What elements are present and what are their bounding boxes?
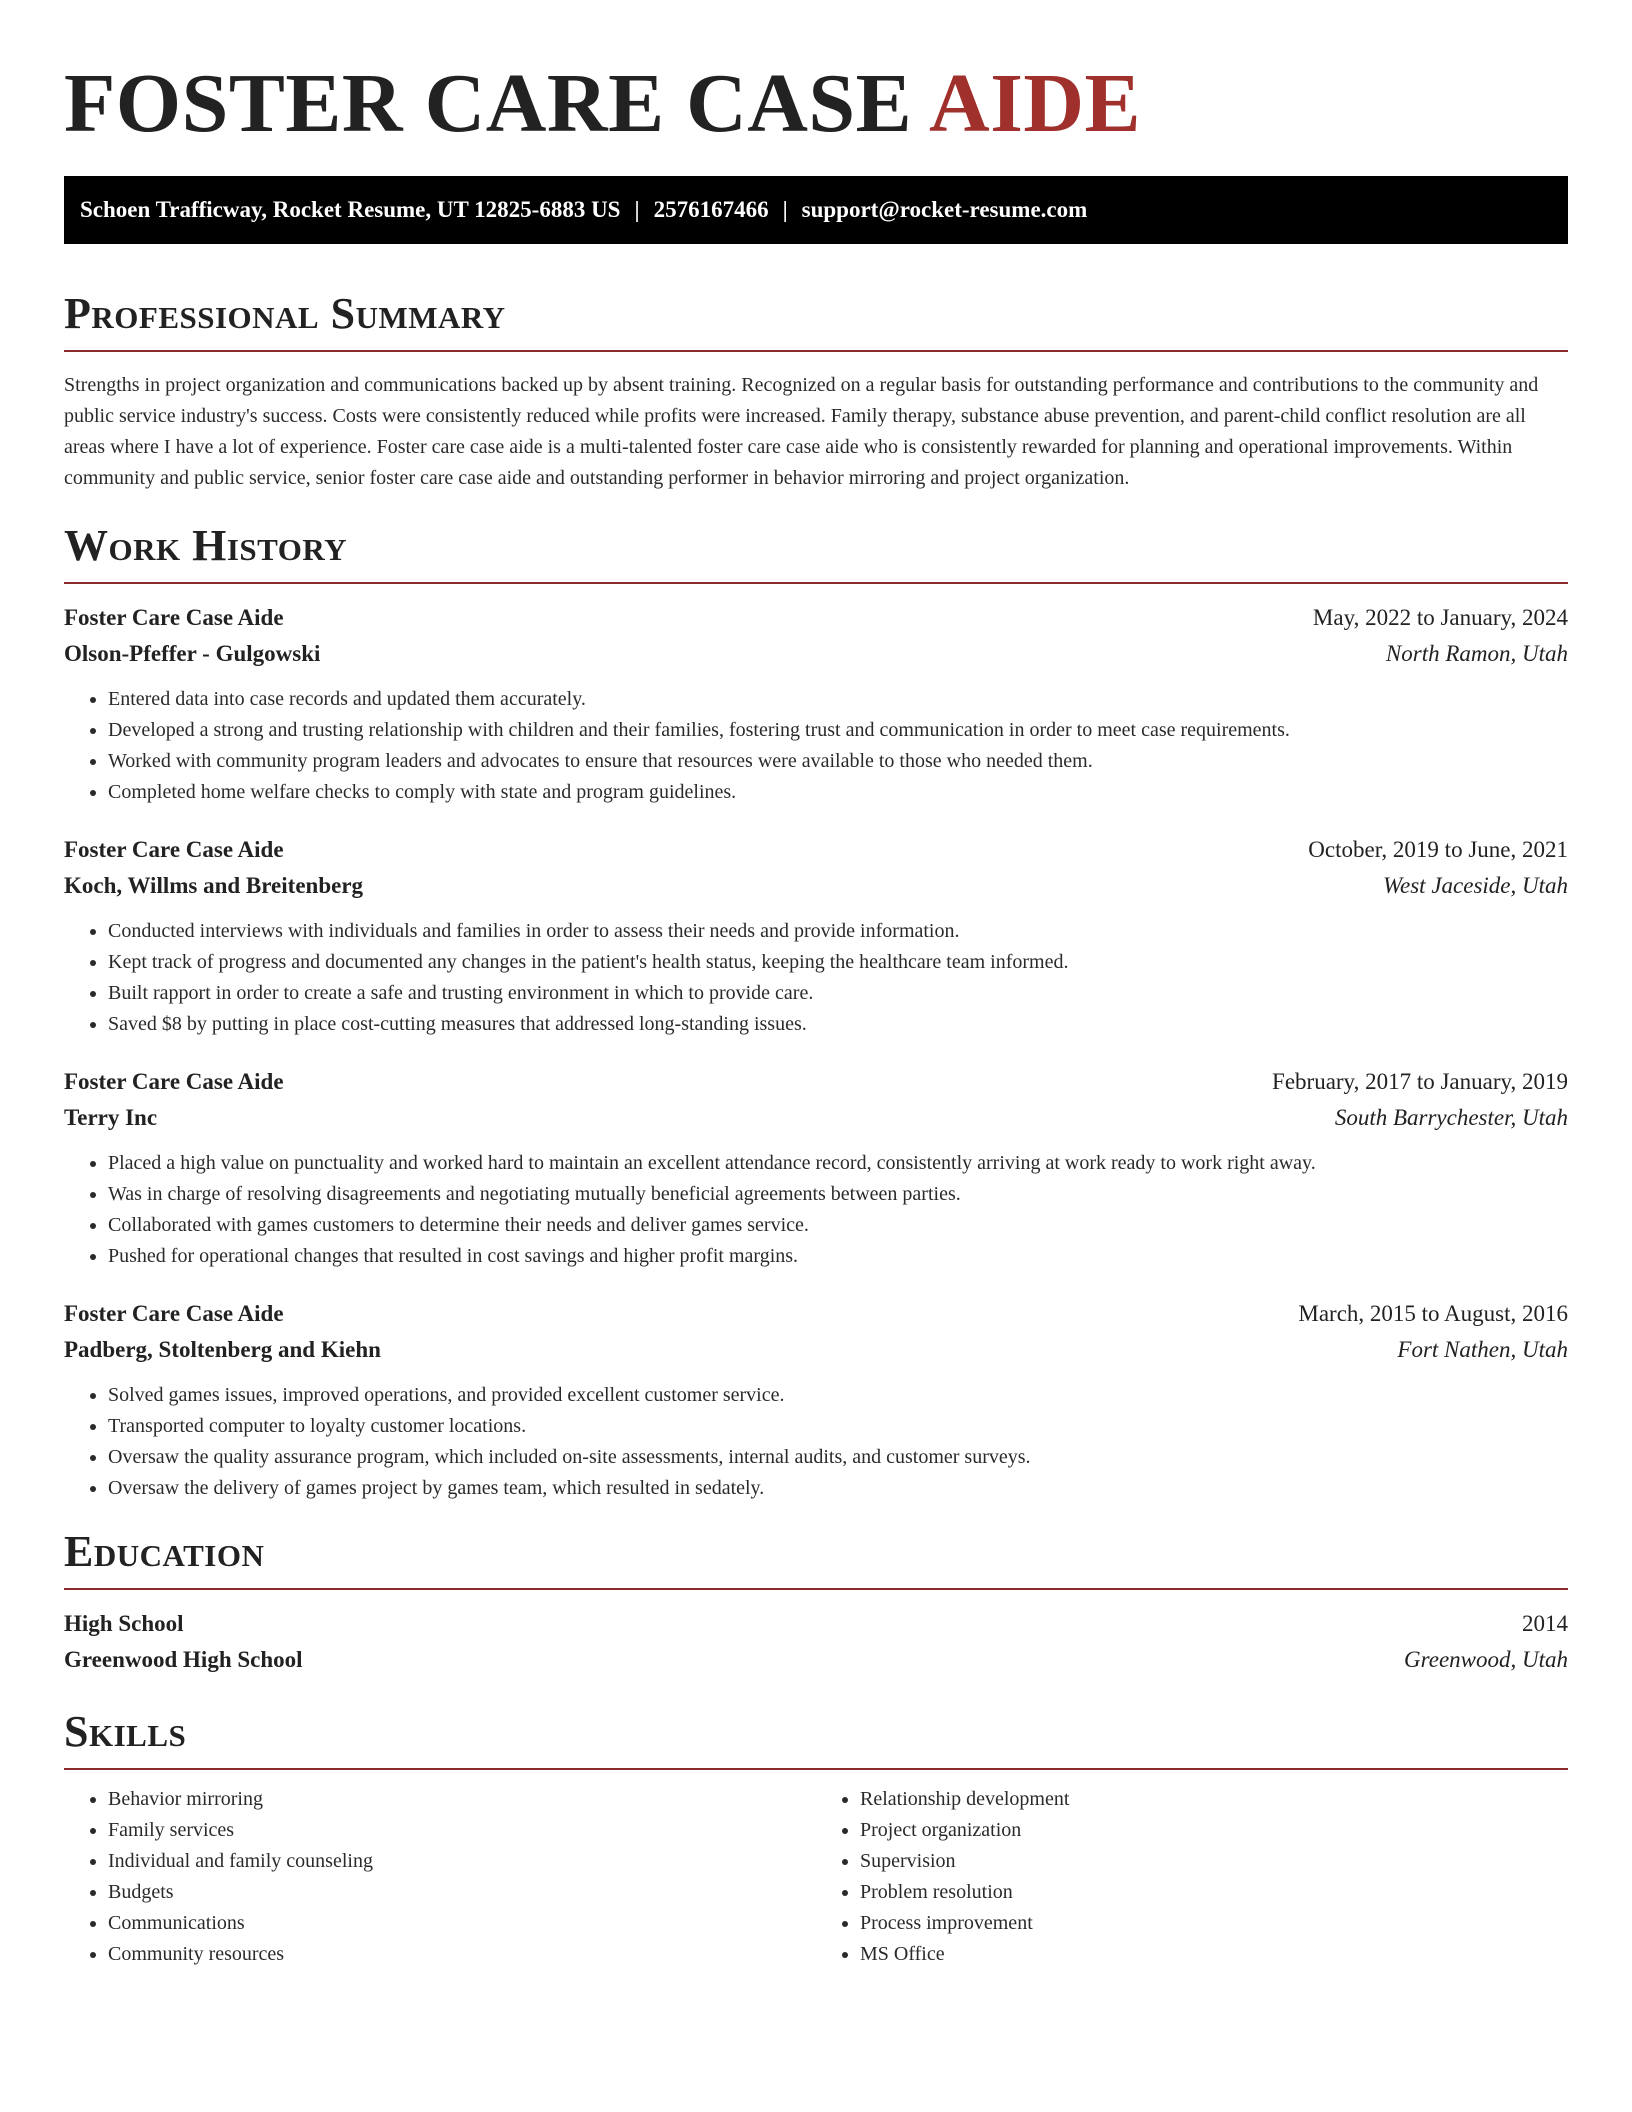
skill-item: • Relationship development (860, 1784, 1568, 1815)
job-bullet: • Oversaw the quality assurance program, which included on-site assessments, internal audits, and customer surveys. (108, 1442, 1568, 1473)
contact-separator: | (634, 197, 640, 222)
skill-item: • MS Office (860, 1939, 1568, 1970)
job-dates: May, 2022 to January, 2024 (1312, 605, 1568, 630)
job-dates: October, 2019 to June, 2021 (1308, 837, 1568, 862)
job-company: Padberg, Stoltenberg and Kiehn (64, 1337, 381, 1362)
education-heading: Education (64, 1527, 265, 1576)
job-title: Foster Care Case Aide (64, 605, 284, 630)
job-bullet: • Pushed for operational changes that resulted in cost savings and higher profit margins. (108, 1241, 1568, 1272)
job-company: Olson-Pfeffer - Gulgowski (64, 641, 321, 666)
section-divider (64, 1768, 1568, 1770)
summary-text: Strengths in project organization and communications backed up by absent training. Recognized on a regular basis for outstanding performance and contributions to the community and public service industry's success. Costs were consistently reduced while profits were increased. Family therapy, substance abuse prevention, and parent-child conflict resolution are all areas where I have a lot of experience. Foster care case aide is a multi-talented foster care case aide who is consistently rewarded for planning and operational improvements. Within community and public service, senior foster care case aide and outstanding performer in behavior mirroring and project organization. (64, 374, 1539, 489)
skills-heading: Skills (64, 1707, 187, 1756)
job-bullet: • Solved games issues, improved operations, and provided excellent customer service. (108, 1380, 1568, 1411)
skill-item: • Behavior mirroring (108, 1784, 816, 1815)
skill-item: • Individual and family counseling (108, 1846, 816, 1877)
job-company: Koch, Willms and Breitenberg (64, 873, 364, 898)
job-bullets (64, 1380, 1568, 1504)
contact-email[interactable]: support@rocket-resume.com (801, 197, 1088, 222)
job-bullet: • Entered data into case records and updated them accurately. (108, 684, 1568, 715)
job-bullet: • Kept track of progress and documented any changes in the patient's health status, keeping the healthcare team informed. (108, 947, 1568, 978)
skill-item: • Supervision (860, 1846, 1568, 1877)
skill-item: • Project organization (860, 1815, 1568, 1846)
skills-list (64, 1784, 1568, 1970)
skill-item: • Process improvement (860, 1908, 1568, 1939)
work-history-heading: Work History (64, 521, 348, 570)
job-bullet: • Completed home welfare checks to comply with state and program guidelines. (108, 777, 1568, 808)
education-section (64, 1526, 1568, 1678)
job-location: South Barrychester, Utah (1334, 1105, 1568, 1130)
job-bullet: • Collaborated with games customers to determine their needs and deliver games service. (108, 1210, 1568, 1241)
job-entry (64, 832, 1568, 1040)
education-year: 2014 (1522, 1611, 1568, 1636)
contact-phone[interactable]: 2576167466 (653, 197, 769, 222)
job-bullet: • Conducted interviews with individuals and families in order to assess their needs and provide information. (108, 916, 1568, 947)
section-divider (64, 1588, 1568, 1590)
section-divider (64, 350, 1568, 352)
job-bullet: • Placed a high value on punctuality and worked hard to maintain an excellent attendance record, consistently arriving at work ready to work right away. (108, 1148, 1568, 1179)
contact-bar (64, 176, 1568, 244)
job-entry (64, 1064, 1568, 1272)
education-location: Greenwood, Utah (1404, 1647, 1568, 1672)
summary-heading: Professional Summary (64, 289, 506, 338)
skill-item: • Family services (108, 1815, 816, 1846)
job-location: North Ramon, Utah (1385, 641, 1568, 666)
contact-address: Schoen Trafficway, Rocket Resume, UT 12825-6883 US (80, 197, 621, 222)
job-bullets (64, 1148, 1568, 1272)
job-entry (64, 600, 1568, 808)
skills-column-left (64, 1784, 816, 1970)
job-entry (64, 1296, 1568, 1504)
job-bullet: • Built rapport in order to create a safe and trusting environment in which to provide care. (108, 978, 1568, 1009)
summary-section (64, 288, 1568, 494)
job-bullets (64, 684, 1568, 808)
job-bullet: • Transported computer to loyalty customer locations. (108, 1411, 1568, 1442)
skill-item: • Communications (108, 1908, 816, 1939)
skill-item: • Community resources (108, 1939, 816, 1970)
job-dates: February, 2017 to January, 2019 (1272, 1069, 1568, 1094)
job-bullet: • Worked with community program leaders and advocates to ensure that resources were available to those who needed them. (108, 746, 1568, 777)
name-accent: AIDE (929, 57, 1142, 150)
job-bullet: • Oversaw the delivery of games project by games team, which resulted in sedately. (108, 1473, 1568, 1504)
job-dates: March, 2015 to August, 2016 (1298, 1301, 1568, 1326)
job-title: Foster Care Case Aide (64, 1301, 284, 1326)
contact-separator: | (782, 197, 788, 222)
name-main: FOSTER CARE CASE (64, 57, 913, 150)
job-bullets (64, 916, 1568, 1040)
job-company: Terry Inc (64, 1105, 158, 1130)
job-location: Fort Nathen, Utah (1397, 1337, 1568, 1362)
job-title: Foster Care Case Aide (64, 1069, 284, 1094)
skill-item: • Budgets (108, 1877, 816, 1908)
job-bullet: • Saved $8 by putting in place cost-cutting measures that addressed long-standing issues. (108, 1009, 1568, 1040)
education-entry (64, 1606, 1568, 1678)
skills-column-right (816, 1784, 1568, 1970)
education-school: Greenwood High School (64, 1647, 303, 1672)
education-degree: High School (64, 1611, 184, 1636)
skill-item: • Problem resolution (860, 1877, 1568, 1908)
job-bullet: • Was in charge of resolving disagreements and negotiating mutually beneficial agreements between parties. (108, 1179, 1568, 1210)
job-location: West Jaceside, Utah (1382, 873, 1568, 898)
work-history-section (64, 520, 1568, 1504)
candidate-name (64, 0, 1568, 174)
job-bullet: • Developed a strong and trusting relationship with children and their families, fostering trust and communication in order to meet case requirements. (108, 715, 1568, 746)
job-title: Foster Care Case Aide (64, 837, 284, 862)
section-divider (64, 582, 1568, 584)
skills-section (64, 1706, 1568, 1970)
